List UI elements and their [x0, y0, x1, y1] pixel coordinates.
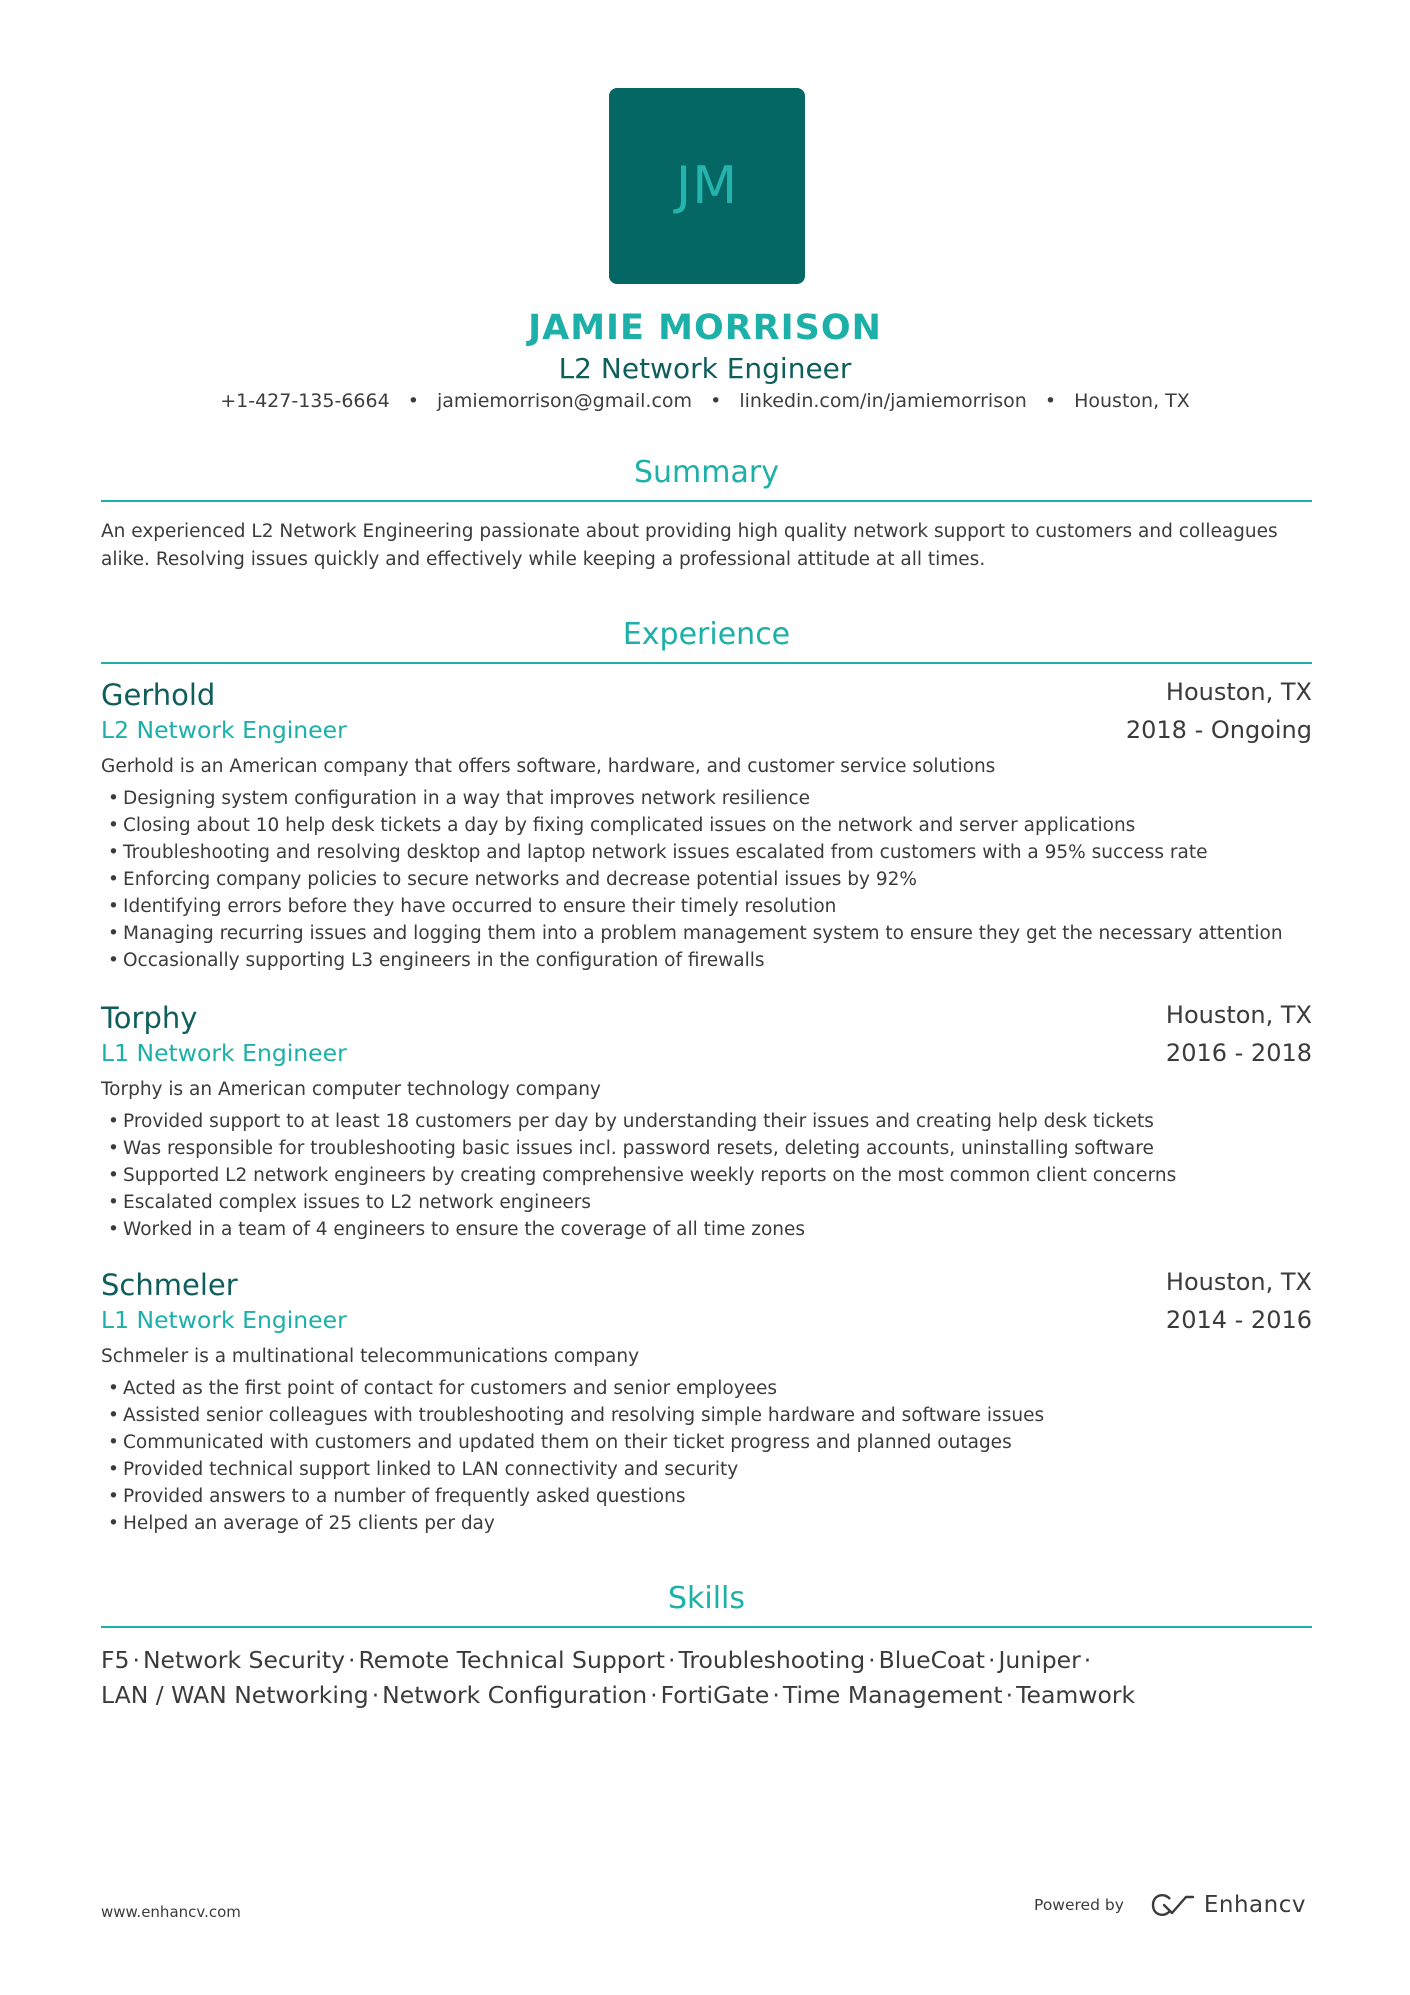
list-item: • Worked in a team of 4 engineers to ensure the coverage of all time zones — [101, 1216, 1176, 1243]
skill-separator: · — [667, 1646, 676, 1674]
candidate-name: JAMIE MORRISON — [528, 308, 882, 348]
skill-separator: · — [988, 1646, 996, 1674]
skills-line — [101, 1678, 1312, 1713]
list-item: • Escalated complex issues to L2 network engineers — [101, 1189, 1176, 1216]
skill-separator: · — [348, 1646, 356, 1674]
skill-tag: Troubleshooting — [678, 1646, 866, 1674]
skill-tag: LAN / WAN Networking — [101, 1681, 369, 1709]
phone: +1-427-135-6664 — [220, 390, 390, 412]
job-bullets — [101, 1375, 1044, 1537]
list-item: • Troubleshooting and resolving desktop and laptop network issues escalated from customers with a 95% success rate — [101, 839, 1283, 866]
contact-line — [0, 390, 1410, 412]
job-company: Gerhold — [101, 678, 216, 712]
job-location: Houston, TX — [1165, 678, 1312, 706]
job-location: Houston, TX — [1165, 1001, 1312, 1029]
job-role: L1 Network Engineer — [101, 1306, 347, 1334]
job-description: Schmeler is a multinational telecommunications company — [101, 1346, 640, 1367]
skill-separator: · — [132, 1646, 140, 1674]
list-item: • Helped an average of 25 clients per day — [101, 1510, 1044, 1537]
skill-tag: F5 — [101, 1646, 130, 1674]
list-item: • Acted as the first point of contact for customers and senior employees — [101, 1375, 1044, 1402]
list-item: • Communicated with customers and updated them on their ticket progress and planned outages — [101, 1429, 1044, 1456]
list-item: • Was responsible for troubleshooting basic issues incl. password resets, deleting accounts, uninstalling software — [101, 1135, 1176, 1162]
experience-title: Experience — [622, 617, 791, 652]
skill-separator: · — [650, 1681, 658, 1709]
list-item: • Managing recurring issues and logging them into a problem management system to ensure they get the necessary attention — [101, 920, 1283, 947]
job-location: Houston, TX — [1165, 1268, 1312, 1296]
candidate-headline: L2 Network Engineer — [558, 352, 852, 385]
skills-title: Skills — [667, 1581, 746, 1616]
contact-separator: • — [1044, 390, 1057, 412]
skill-tag: FortiGate — [660, 1681, 770, 1709]
skill-tag: Network Security — [142, 1646, 346, 1674]
list-item: • Designing system configuration in a way that improves network resilience — [101, 785, 1283, 812]
job-role: L2 Network Engineer — [101, 716, 347, 744]
footer-website[interactable]: www.enhancv.com — [101, 1903, 241, 1921]
footer-branding — [1034, 1892, 1306, 1918]
avatar — [609, 88, 805, 284]
skill-separator: · — [1083, 1646, 1092, 1674]
job-bullets — [101, 785, 1283, 974]
list-item: • Closing about 10 help desk tickets a day by fixing complicated issues on the network and server applications — [101, 812, 1283, 839]
skill-tag: Network Configuration — [382, 1681, 648, 1709]
list-item: • Identifying errors before they have occurred to ensure their timely resolution — [101, 893, 1283, 920]
list-item: • Enforcing company policies to secure networks and decrease potential issues by 92% — [101, 866, 1283, 893]
job-dates: 2014 - 2016 — [1165, 1306, 1312, 1334]
experience-divider — [101, 662, 1312, 664]
skills-line — [101, 1643, 1312, 1678]
brand-name: Enhancv — [1203, 1892, 1306, 1918]
summary-divider — [101, 500, 1312, 502]
list-item: • Occasionally supporting L3 engineers in the configuration of firewalls — [101, 947, 1283, 974]
job-description: Gerhold is an American company that offers software, hardware, and customer service solutions — [101, 756, 996, 777]
job-role: L1 Network Engineer — [101, 1039, 347, 1067]
job-bullets — [101, 1108, 1176, 1243]
linkedin: linkedin.com/in/jamiemorrison — [739, 390, 1027, 412]
skill-separator: · — [868, 1646, 876, 1674]
job-company: Schmeler — [101, 1268, 238, 1302]
skill-tag: Juniper — [998, 1646, 1081, 1674]
job-company: Torphy — [101, 1001, 198, 1035]
list-item: • Provided technical support linked to LAN connectivity and security — [101, 1456, 1044, 1483]
contact-separator: • — [407, 390, 419, 412]
skill-tag: Time Management — [782, 1681, 1003, 1709]
list-item: • Assisted senior colleagues with troubleshooting and resolving simple hardware and software issues — [101, 1402, 1044, 1429]
skill-tag: BlueCoat — [878, 1646, 985, 1674]
skill-separator: · — [371, 1681, 380, 1709]
enhancv-logo-icon — [1150, 1893, 1196, 1917]
list-item: • Supported L2 network engineers by creating comprehensive weekly reports on the most common client concerns — [101, 1162, 1176, 1189]
email: jamiemorrison@gmail.com — [437, 390, 693, 412]
list-item: • Provided support to at least 18 customers per day by understanding their issues and creating help desk tickets — [101, 1108, 1176, 1135]
job-dates: 2018 - Ongoing — [1125, 716, 1312, 744]
skills-list — [101, 1643, 1312, 1713]
powered-by-label: Powered by — [1034, 1896, 1124, 1914]
avatar-initials: JM — [675, 156, 739, 216]
skills-divider — [101, 1626, 1312, 1628]
skill-separator: · — [1005, 1681, 1014, 1709]
job-dates: 2016 - 2018 — [1165, 1039, 1312, 1067]
summary-text: An experienced L2 Network Engineering passionate about providing high quality network support to customers and colleagues alike. Resolving issues quickly and effectively while keeping a professional attitude at all times. — [101, 521, 1278, 570]
skill-tag: Remote Technical Support — [358, 1646, 665, 1674]
skill-tag: Teamwork — [1016, 1681, 1136, 1709]
summary-title: Summary — [634, 455, 779, 490]
list-item: • Provided answers to a number of frequently asked questions — [101, 1483, 1044, 1510]
skill-separator: · — [772, 1681, 780, 1709]
location: Houston, TX — [1074, 390, 1190, 412]
job-description: Torphy is an American computer technology company — [101, 1079, 601, 1100]
contact-separator: • — [710, 390, 722, 412]
